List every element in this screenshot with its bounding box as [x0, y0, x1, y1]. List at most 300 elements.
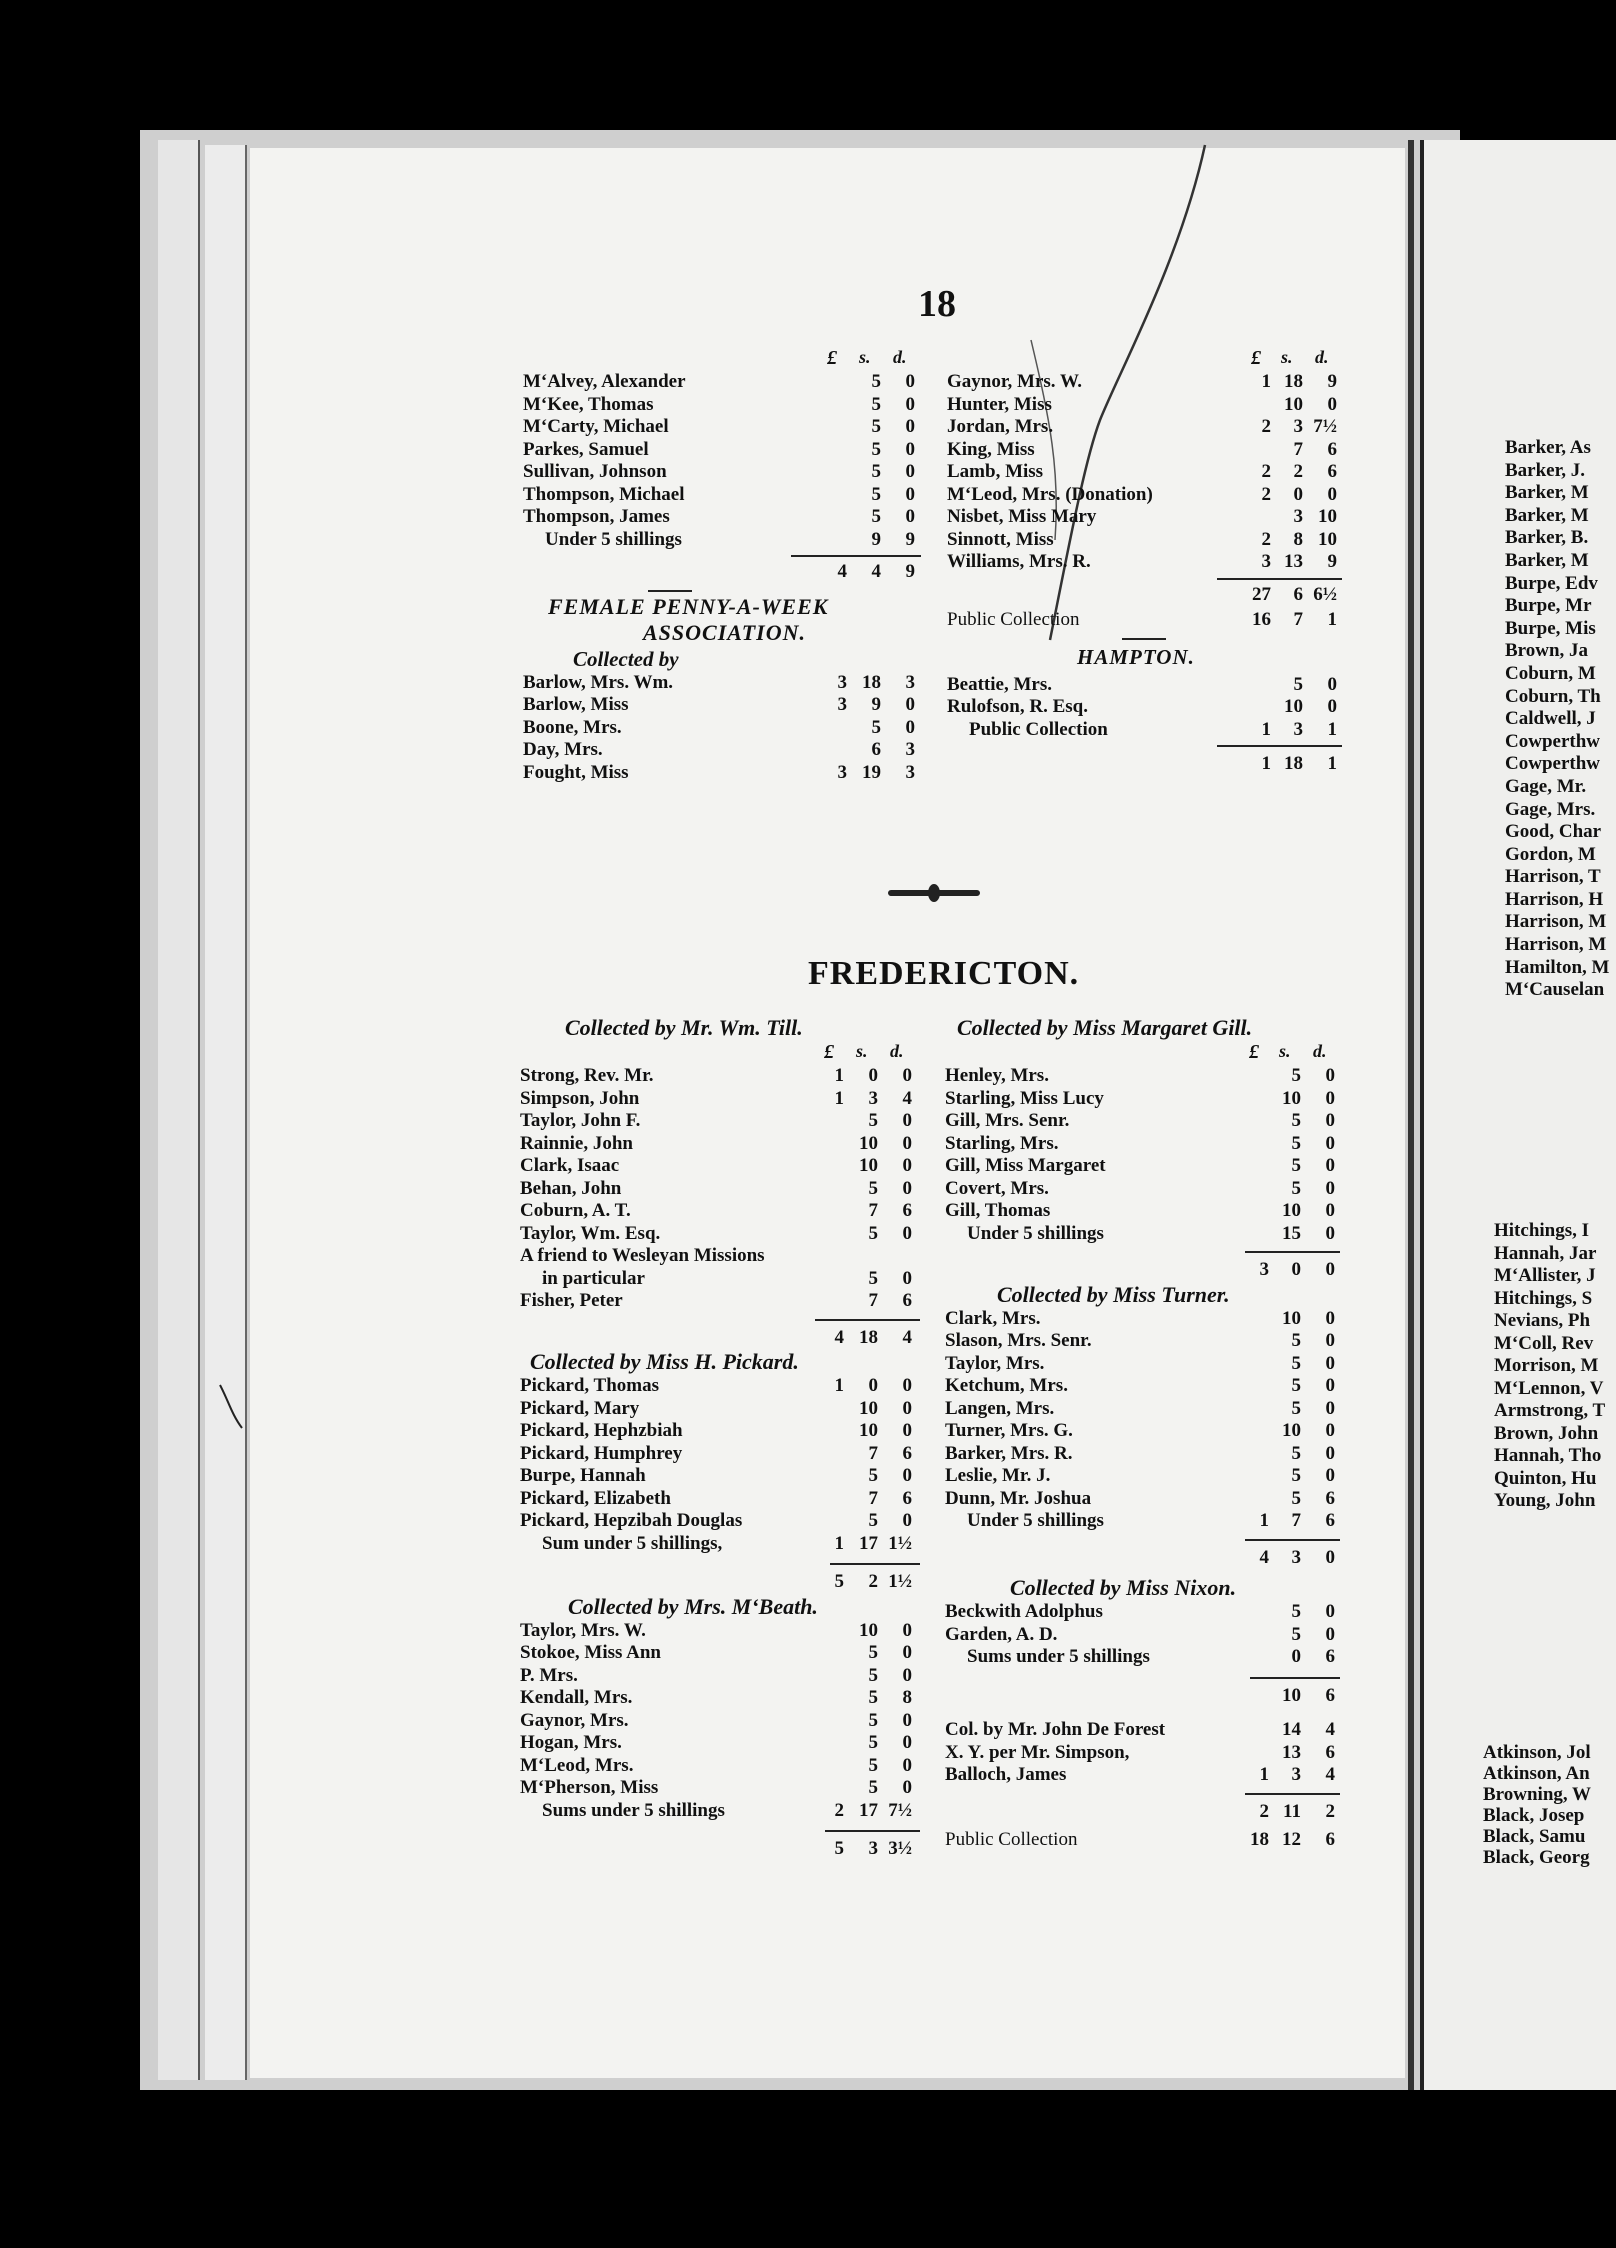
row-name: Slason, Mrs. Senr.: [945, 1330, 1092, 1351]
section-ornament: [888, 890, 980, 896]
ledger-row: [945, 1330, 1365, 1353]
row-name: Simpson, John: [520, 1087, 640, 1109]
row-shillings: 14: [1282, 1719, 1301, 1740]
row-pence: 0: [1325, 1200, 1335, 1221]
subscriber-name: Barker, M: [1505, 482, 1589, 504]
row-pence: 0: [1325, 1375, 1335, 1396]
ledger-row: [945, 1624, 1365, 1647]
row-shillings: 5: [1291, 1442, 1301, 1464]
row-name: Leslie, Mr. J.: [945, 1465, 1051, 1486]
subscriber-name: Barker, M: [1505, 549, 1589, 571]
row-name: M‘Carty, Michael: [523, 416, 669, 437]
ledger-row: [520, 1443, 940, 1466]
row-shillings: 5: [1291, 1155, 1301, 1176]
currency-header: [520, 1041, 940, 1065]
row-name: Boone, Mrs.: [523, 716, 622, 738]
row-name: Taylor, Mrs. W.: [520, 1619, 646, 1641]
row-pence: 6: [1325, 1741, 1335, 1763]
ledger-row: [947, 551, 1367, 574]
pounds-header: £: [1249, 1041, 1259, 1063]
ledger-row: [520, 1420, 940, 1443]
row-name: X. Y. per Mr. Simpson,: [945, 1741, 1130, 1763]
subscriber-name: Atkinson, Jol: [1483, 1742, 1591, 1763]
row-name: Day, Mrs.: [523, 739, 603, 760]
row-pence: 3: [905, 739, 915, 760]
subscriber-name: Caldwell, J: [1505, 708, 1596, 730]
row-name: Coburn, A. T.: [520, 1200, 631, 1221]
ledger-row: [520, 1290, 940, 1313]
ledger-row: [523, 461, 943, 484]
row-shillings: 5: [868, 1754, 878, 1776]
row-shillings: 10: [1282, 1087, 1301, 1109]
row-pence: 9: [1327, 551, 1337, 572]
row-shillings: 18: [1284, 371, 1303, 392]
row-pence: 0: [1325, 1601, 1335, 1622]
row-pounds: 1: [1261, 371, 1271, 392]
row-name: Nisbet, Miss Mary: [947, 506, 1097, 527]
subscriber-name: Brown, John: [1494, 1422, 1599, 1444]
row-name: Jordan, Mrs.: [947, 416, 1054, 437]
ledger-row: [945, 1375, 1365, 1398]
pounds-header: £: [827, 347, 837, 369]
total-pence: 3½: [888, 1838, 912, 1859]
row-shillings: 10: [1282, 1307, 1301, 1329]
row-pounds: 1: [1259, 1510, 1269, 1531]
ledger-row: [520, 1065, 940, 1088]
row-name: Covert, Mrs.: [945, 1177, 1049, 1199]
subscriber-name: Cowperthw: [1505, 730, 1600, 752]
row-pence: 0: [902, 1664, 912, 1686]
row-pounds: 2: [1261, 483, 1271, 505]
ledger-row: [947, 484, 1367, 507]
ledger-row: [945, 1088, 1365, 1111]
subscriber-name: Black, Samu: [1483, 1826, 1586, 1847]
subscriber-name: Hannah, Tho: [1494, 1445, 1602, 1466]
row-name: Stokoe, Miss Ann: [520, 1642, 661, 1663]
pickard-section-title: Collected by Miss H. Pickard.: [530, 1349, 799, 1374]
row-shillings: 5: [1293, 673, 1303, 695]
subscriber-name: Coburn, Th: [1505, 685, 1601, 707]
ledger-row: [945, 1065, 1365, 1088]
hampton-total: [947, 753, 1367, 776]
subscriber-name: Hamilton, M: [1505, 956, 1610, 978]
row-shillings: 5: [1291, 1132, 1301, 1154]
row-shillings: 5: [1291, 1487, 1301, 1509]
row-name: Clark, Isaac: [520, 1155, 620, 1176]
mbeath-total: [520, 1838, 940, 1861]
total-pounds: 5: [834, 1838, 844, 1859]
row-name: Col. by Mr. John De Forest: [945, 1719, 1166, 1740]
public-collection-row: [947, 609, 1367, 632]
row-pence: 6: [1325, 1646, 1335, 1667]
ledger-row: [945, 1510, 1365, 1533]
ledger-row: [945, 1443, 1365, 1466]
ledger-row: [945, 1719, 1365, 1742]
public-collection-row: [945, 1829, 1365, 1852]
ledger-row: [523, 672, 943, 695]
row-name: Clark, Mrs.: [945, 1307, 1041, 1329]
fredericton-left-column: [520, 1015, 940, 1861]
total-rule: [1245, 1793, 1340, 1795]
row-pounds: 16: [1252, 609, 1271, 630]
row-shillings: 5: [1291, 1177, 1301, 1199]
row-pence: 9: [1327, 371, 1337, 392]
row-shillings: 5: [868, 1709, 878, 1731]
row-pence: 0: [902, 1222, 912, 1244]
total-shillings: 0: [1291, 1259, 1301, 1280]
total-shillings: 2: [868, 1571, 878, 1592]
row-shillings: 7: [1291, 1510, 1301, 1531]
pickard-rows: [520, 1375, 940, 1555]
row-shillings: 17: [859, 1532, 878, 1554]
total-shillings: 18: [859, 1326, 878, 1348]
row-pence: 0: [905, 506, 915, 527]
total-pence: 4: [902, 1326, 912, 1348]
subscriber-name: Gage, Mr.: [1505, 775, 1587, 797]
subscriber-name: Atkinson, An: [1483, 1763, 1590, 1784]
row-pence: 6: [902, 1290, 912, 1311]
ledger-row: [945, 1178, 1365, 1201]
row-shillings: 5: [868, 1732, 878, 1753]
row-shillings: 5: [868, 1177, 878, 1199]
row-pence: 0: [902, 1420, 912, 1441]
row-name: King, Miss: [947, 438, 1035, 460]
row-pence: 4: [1325, 1764, 1335, 1785]
subscriber-name: Harrison, M: [1505, 911, 1607, 933]
total-pence: 9: [905, 561, 915, 582]
total-rule: [825, 1830, 920, 1832]
row-shillings: 10: [1282, 1200, 1301, 1221]
row-pence: 0: [1325, 1065, 1335, 1086]
ledger-row: [945, 1420, 1365, 1443]
ledger-row: [523, 439, 943, 462]
row-pence: 1½: [888, 1532, 912, 1554]
subscriber-name: Brown, Ja: [1505, 640, 1589, 662]
row-pence: 0: [1327, 673, 1337, 695]
row-pence: 10: [1318, 528, 1337, 550]
row-name: Rulofson, R. Esq.: [947, 696, 1088, 717]
total-pence: 1½: [888, 1571, 912, 1592]
row-name: Sinnott, Miss: [947, 528, 1054, 550]
ledger-row: [523, 394, 943, 417]
total-rule: [830, 1563, 920, 1565]
subscriber-name: Gage, Mrs.: [1505, 798, 1596, 820]
subscriber-name: Cowperthw: [1505, 753, 1600, 775]
pence-header: d.: [1315, 347, 1329, 367]
subscriber-name: Hitchings, S: [1494, 1287, 1593, 1309]
row-pence: 0: [1325, 1465, 1335, 1486]
hampton-title: HAMPTON.: [1077, 644, 1195, 669]
till-total: [520, 1327, 940, 1350]
currency-header: [945, 1041, 1365, 1065]
row-name: Pickard, Hepzibah Douglas: [520, 1510, 743, 1531]
row-pence: 0: [902, 1732, 912, 1753]
row-name: Sums under 5 shillings: [542, 1799, 725, 1821]
row-pence: 0: [1325, 1087, 1335, 1109]
total-shillings: 18: [1284, 753, 1303, 774]
row-name: Public Collection: [969, 718, 1108, 740]
row-shillings: 5: [868, 1642, 878, 1663]
row-pence: 6: [1325, 1487, 1335, 1509]
pence-header: d.: [1313, 1041, 1327, 1061]
row-pence: 0: [902, 1375, 912, 1396]
row-name: Thompson, James: [523, 506, 670, 527]
row-name: Hogan, Mrs.: [520, 1732, 622, 1753]
ledger-row: [520, 1398, 940, 1421]
row-name: Taylor, Wm. Esq.: [520, 1222, 661, 1244]
subscriber-name: M‘Lennon, V: [1494, 1377, 1604, 1399]
ledger-row: [520, 1155, 940, 1178]
total-shillings: 4: [871, 561, 881, 582]
row-pence: 0: [905, 416, 915, 437]
row-shillings: 5: [871, 438, 881, 460]
subscriber-name: Harrison, T: [1505, 866, 1601, 888]
subscriber-name: M‘Causelan: [1505, 979, 1605, 1001]
row-pounds: 1: [834, 1065, 844, 1086]
row-pence: 0: [902, 1267, 912, 1289]
total-pounds: 3: [1259, 1259, 1269, 1280]
row-pence: 0: [902, 1777, 912, 1798]
ledger-row: [523, 371, 943, 394]
fredericton-title: FREDERICTON.: [808, 955, 1080, 992]
total-rule: [1245, 1539, 1340, 1541]
row-pence: 0: [905, 438, 915, 460]
row-name: Ketchum, Mrs.: [945, 1375, 1068, 1396]
row-shillings: 5: [868, 1664, 878, 1686]
ledger-row: [523, 484, 943, 507]
row-pounds: 1: [1259, 1764, 1269, 1785]
row-shillings: 5: [1291, 1375, 1301, 1396]
gill-rows: [945, 1065, 1365, 1245]
subtotal-pence: 6½: [1313, 583, 1337, 605]
row-shillings: 5: [868, 1510, 878, 1531]
ledger-row: [523, 762, 943, 785]
row-pence: 0: [902, 1465, 912, 1486]
row-pounds: 3: [1261, 551, 1271, 572]
row-pounds: 2: [1261, 528, 1271, 550]
row-name: Pickard, Hephzbiah: [520, 1420, 683, 1441]
row-shillings: 9: [871, 528, 881, 550]
row-shillings: 10: [859, 1619, 878, 1641]
ledger-row: [520, 1665, 940, 1688]
right-page-list-1: [1505, 437, 1616, 1002]
subscriber-name: Morrison, M: [1494, 1355, 1599, 1376]
row-shillings: 18: [862, 671, 881, 693]
ledger-row: [520, 1642, 940, 1665]
misc-rows: [945, 1719, 1365, 1787]
row-pence: 9: [905, 528, 915, 550]
section-rule: [1122, 638, 1166, 640]
total-rule: [1245, 1251, 1340, 1253]
ledger-row: [520, 1620, 940, 1643]
row-pence: 0: [1325, 1420, 1335, 1441]
row-pence: 0: [905, 393, 915, 415]
row-shillings: 10: [859, 1397, 878, 1419]
total-pounds: 1: [1261, 753, 1271, 774]
row-pounds: 2: [834, 1799, 844, 1821]
total-rule: [791, 555, 921, 557]
pounds-header: £: [824, 1041, 834, 1063]
subscriber-name: Hannah, Jar: [1494, 1242, 1597, 1264]
row-shillings: 3: [1293, 718, 1303, 740]
ledger-row: [520, 1178, 940, 1201]
currency-header: [523, 347, 943, 371]
ledger-row: [947, 371, 1367, 394]
pounds-header: £: [1251, 347, 1261, 369]
ledger-row: [523, 416, 943, 439]
row-pence: 4: [1325, 1719, 1335, 1740]
row-name: M‘Alvey, Alexander: [523, 371, 686, 392]
row-shillings: 5: [868, 1267, 878, 1289]
pence-header: d.: [890, 1041, 904, 1061]
till-section-title: Collected by Mr. Wm. Till.: [565, 1015, 803, 1040]
ledger-row: [945, 1133, 1365, 1156]
row-name: Sum under 5 shillings,: [542, 1532, 723, 1554]
row-name: Beattie, Mrs.: [947, 673, 1052, 695]
total-pounds: 4: [1259, 1546, 1269, 1568]
subscriber-name: Nevians, Ph: [1494, 1310, 1591, 1331]
row-pence: 0: [1325, 1352, 1335, 1374]
total-pounds: 4: [837, 561, 847, 582]
row-name: Dunn, Mr. Joshua: [945, 1487, 1092, 1509]
row-name: Henley, Mrs.: [945, 1065, 1049, 1086]
ledger-row: [520, 1488, 940, 1511]
row-shillings: 9: [871, 694, 881, 715]
row-shillings: 7: [1293, 609, 1303, 630]
row-pence: 6: [902, 1487, 912, 1509]
row-name: Williams, Mrs. R.: [947, 551, 1091, 572]
subscriber-name: Young, John: [1494, 1490, 1596, 1511]
total-shillings: 10: [1282, 1684, 1301, 1706]
row-pounds: 18: [1250, 1829, 1269, 1850]
row-pence: 0: [1325, 1155, 1335, 1176]
page-number: 18: [918, 283, 956, 325]
subscriber-name: Black, Josep: [1483, 1805, 1585, 1826]
total-pounds: 4: [834, 1326, 844, 1348]
row-name: Gaynor, Mrs.: [520, 1709, 629, 1731]
row-shillings: 6: [871, 739, 881, 760]
row-name: Taylor, John F.: [520, 1110, 641, 1131]
row-name: Gaynor, Mrs. W.: [947, 371, 1082, 392]
row-shillings: 13: [1284, 551, 1303, 572]
subscriber-name: Coburn, M: [1505, 662, 1596, 684]
row-pounds: 2: [1261, 416, 1271, 437]
turner-section-title: Collected by Miss Turner.: [997, 1281, 1230, 1307]
ledger-row: [520, 1133, 940, 1156]
row-shillings: 5: [868, 1110, 878, 1131]
row-pounds: 1: [834, 1532, 844, 1554]
row-name: Under 5 shillings: [967, 1222, 1104, 1244]
row-name: Under 5 shillings: [545, 528, 682, 550]
ledger-row: [523, 717, 943, 740]
top-right-column: [947, 347, 1367, 776]
ledger-row: [947, 674, 1367, 697]
ledger-row: [520, 1687, 940, 1710]
subscriber-name: Burpe, Mis: [1505, 617, 1596, 639]
row-shillings: 5: [871, 483, 881, 505]
row-name: Behan, John: [520, 1177, 622, 1199]
row-name: Burpe, Hannah: [520, 1465, 646, 1486]
row-name: M‘Leod, Mrs.: [520, 1754, 634, 1776]
row-shillings: 2: [1293, 461, 1303, 482]
row-pence: 0: [905, 483, 915, 505]
row-pence: 3: [905, 761, 915, 783]
subscriber-name: Barker, M: [1505, 504, 1589, 526]
row-pence: 0: [902, 1754, 912, 1776]
row-name: Starling, Miss Lucy: [945, 1087, 1104, 1109]
row-pence: 0: [905, 371, 915, 392]
row-pence: 0: [1325, 1307, 1335, 1329]
subscriber-name: M‘Allister, J: [1494, 1265, 1596, 1286]
row-shillings: 3: [868, 1087, 878, 1109]
row-name: Gill, Thomas: [945, 1200, 1051, 1221]
ledger-row: [947, 529, 1367, 552]
row-pence: 0: [905, 694, 915, 715]
shillings-header: s.: [856, 1041, 868, 1061]
row-shillings: 5: [1291, 1110, 1301, 1131]
row-shillings: 7: [868, 1442, 878, 1464]
row-pence: 6: [1327, 438, 1337, 460]
row-name: Gill, Miss Margaret: [945, 1155, 1106, 1176]
collected-by-label: Collected by: [573, 646, 679, 671]
total-pence: 0: [1325, 1259, 1335, 1280]
row-shillings: 10: [1284, 696, 1303, 717]
row-pence: 0: [902, 1709, 912, 1731]
row-shillings: 12: [1282, 1829, 1301, 1850]
row-name: A friend to Wesleyan Missions: [520, 1245, 765, 1266]
row-shillings: 10: [859, 1420, 878, 1441]
subscriber-name: Black, Georg: [1483, 1847, 1590, 1868]
row-pounds: 1: [834, 1375, 844, 1396]
row-pence: 0: [1325, 1132, 1335, 1154]
row-shillings: 15: [1282, 1222, 1301, 1244]
mbeath-rows: [520, 1620, 940, 1823]
row-pence: 6: [902, 1200, 912, 1221]
row-name: Fought, Miss: [523, 761, 629, 783]
row-shillings: 5: [1291, 1465, 1301, 1486]
nixon-section-title: Collected by Miss Nixon.: [1010, 1575, 1237, 1600]
row-pence: 10: [1318, 506, 1337, 527]
total-shillings: 3: [1291, 1546, 1301, 1568]
row-name: Pickard, Elizabeth: [520, 1487, 671, 1509]
female-association-title-2: ASSOCIATION.: [643, 619, 807, 645]
row-name: M‘Pherson, Miss: [520, 1777, 659, 1798]
ledger-row: [520, 1110, 940, 1133]
row-name: Turner, Mrs. G.: [945, 1420, 1073, 1441]
subscriber-name: Browning, W: [1483, 1784, 1592, 1805]
nixon-rows: [945, 1601, 1365, 1669]
row-name: Barlow, Miss: [523, 694, 629, 715]
row-shillings: 0: [868, 1065, 878, 1086]
row-shillings: 5: [868, 1222, 878, 1244]
gill-section-title: Collected by Miss Margaret Gill.: [957, 1015, 1253, 1040]
row-name: Parkes, Samuel: [523, 438, 649, 460]
row-name: P. Mrs.: [520, 1664, 578, 1686]
row-name: Fisher, Peter: [520, 1290, 623, 1311]
hampton-rows: [947, 674, 1367, 742]
subtotal-shillings: 6: [1293, 583, 1303, 605]
ledger-row: [520, 1777, 940, 1800]
ledger-row: [945, 1398, 1365, 1421]
ledger-row: [520, 1245, 940, 1268]
ledger-row: [520, 1710, 940, 1733]
total-pence: 1: [1327, 753, 1337, 774]
row-name: Balloch, James: [945, 1764, 1067, 1785]
row-name: in particular: [542, 1267, 645, 1289]
row-name: Pickard, Mary: [520, 1397, 640, 1419]
page-edge: [205, 145, 247, 2080]
subscriber-name: Hitchings, I: [1494, 1220, 1590, 1241]
